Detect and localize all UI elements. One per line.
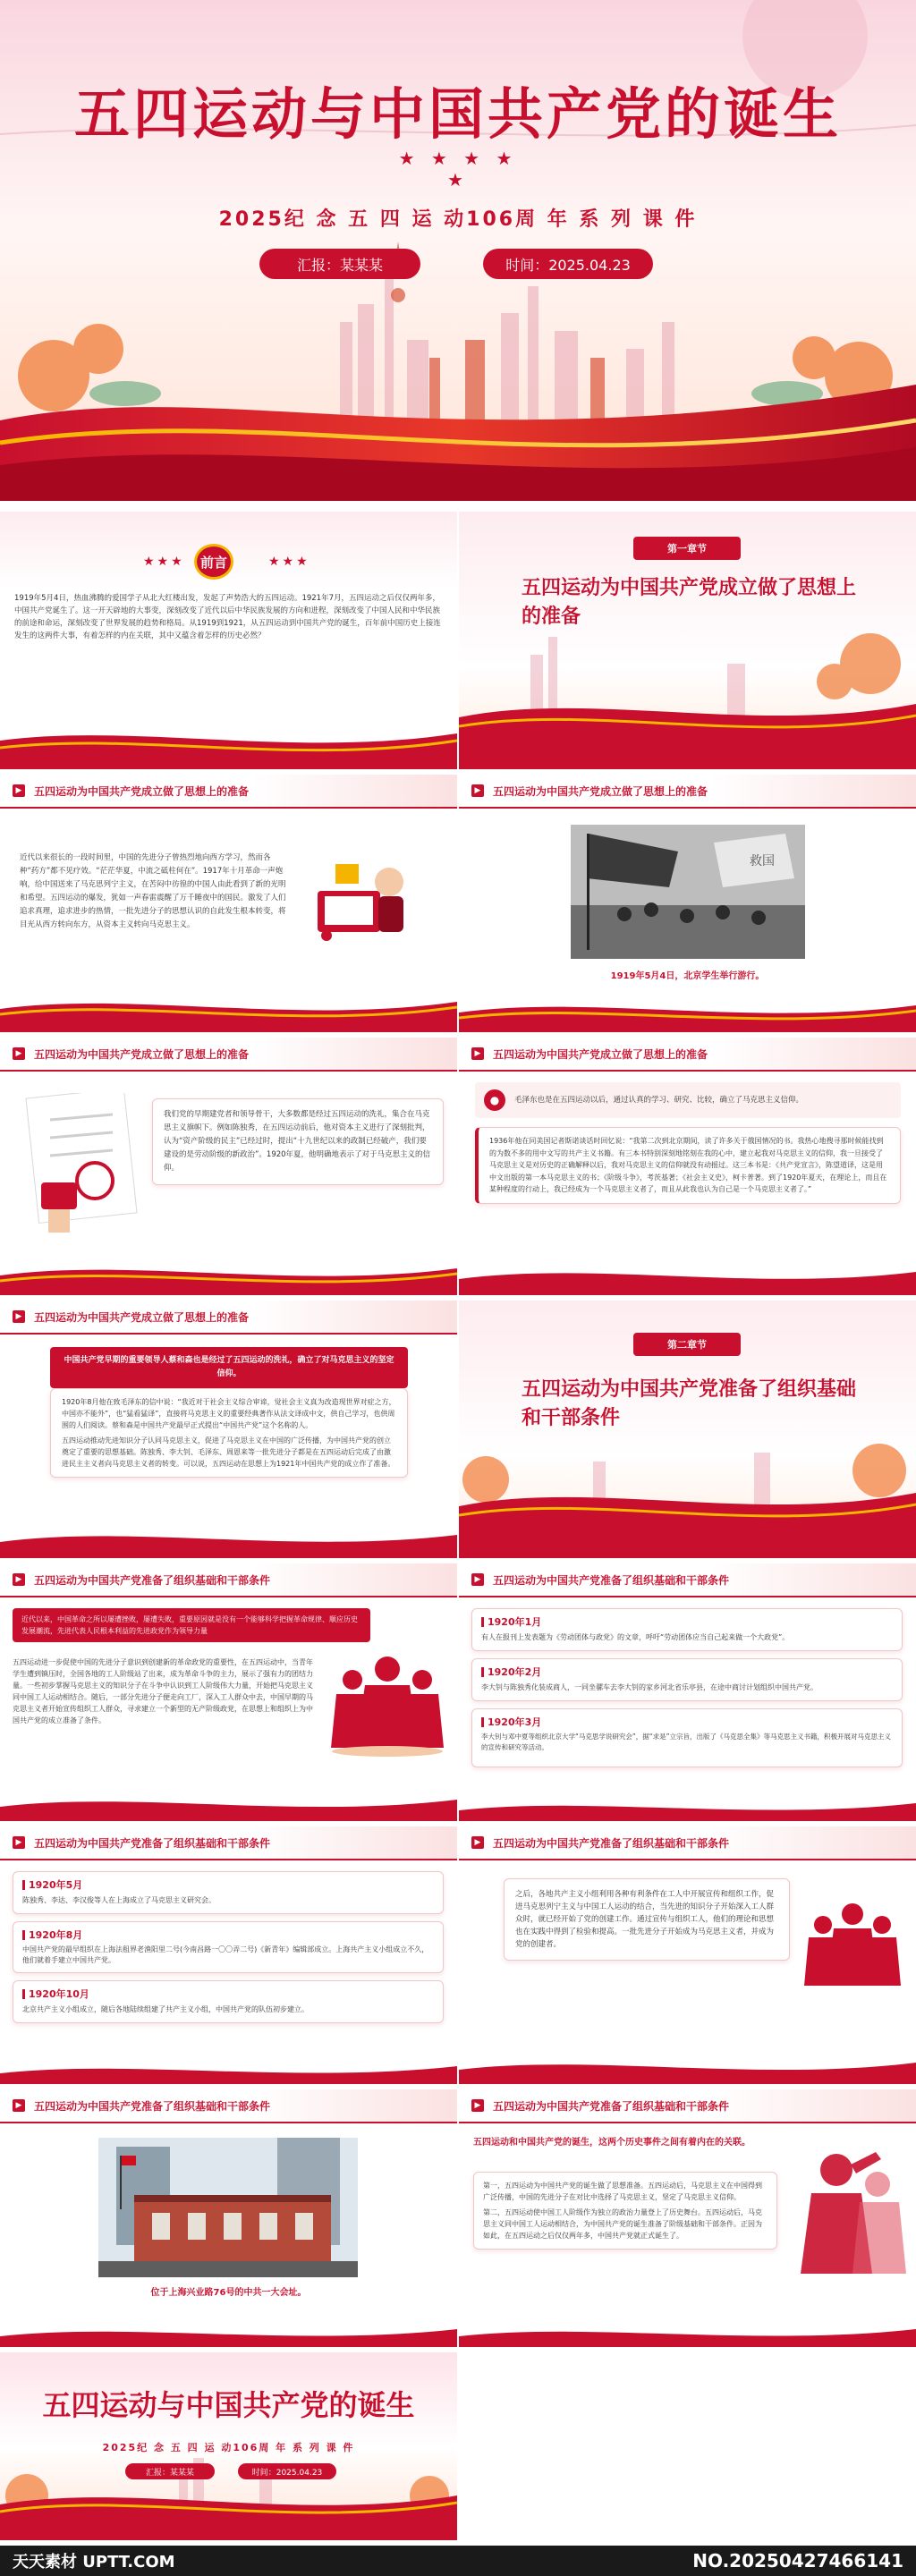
- slide-mao-zedong: [459, 1038, 916, 1295]
- slide-header: [0, 1301, 457, 1335]
- header-icon: ▶: [471, 1836, 484, 1849]
- preface-badge: 前言: [194, 544, 233, 580]
- chapter1-slide: [459, 512, 916, 769]
- header-title: 五四运动为中国共产党准备了组织基础和干部条件: [493, 1573, 730, 1587]
- footer-wave: [459, 1775, 916, 1821]
- cover-reporter: 汇报：某某某: [259, 249, 420, 279]
- study-illustration: [309, 846, 416, 945]
- quote-card: [475, 1127, 901, 1204]
- detail-paragraph-2: 五四运动推动先进知识分子认同马克思主义，促进了马克思主义在中国的广泛传播，为中国共产党的创立奠定了重要的思想基础。陈独秀、李大钊、毛泽东、周恩来等一批先进分子都是在五四运动后完成了由激进民主主义者向马克思主义者的转变。可以说，五四运动在思想上为1921年中国共产党的成立作了准备。: [62, 1436, 395, 1468]
- preface-slide: [0, 512, 457, 769]
- detail-card: [50, 1388, 408, 1478]
- end-cover-slide: [0, 2352, 457, 2540]
- conclusion-card: [473, 2172, 777, 2250]
- chapter1-badge: 第一章节: [633, 537, 741, 560]
- chapter2-slide: [459, 1301, 916, 1558]
- slide-timeline-early-1920: [459, 1563, 916, 1821]
- slide-header: [459, 1826, 916, 1860]
- slide-header: [0, 1038, 457, 1072]
- header-icon: ▶: [13, 1310, 25, 1323]
- slide-workers-movement: [459, 1826, 916, 2084]
- slide-photo-parade: [459, 775, 916, 1032]
- header-icon: ▶: [471, 1047, 484, 1060]
- footer-wave: [0, 1775, 457, 1821]
- slide-text: 近代以来很长的一段时间里，中国的先进分子曾热烈地向西方学习，然而各种“药方”都不见疗效。“茫茫华夏，中流之砥柱何在”。1917年十月革命一声炮响，给中国送来了马克思列宁主义，在苦闷中彷徨的中国人由此看到了新的光明和希望。五四运动的爆发，犹如一声春雷震醒了万千睡夜中的国民。激发了人们追求真理，追求进步的热情，一批先进分子的思想认识的自此发生根本转变，将目光从西方转向东方，从资本主义转向马克思主义。: [20, 853, 286, 929]
- highlight-banner: 近代以来，中国革命之所以屡遭挫败，屡遭失败，重要原因就是没有一个能够科学把握革命规律、顺应历史发展潮流，先进代表人民根本利益的先进政党作为领导力量: [13, 1608, 370, 1642]
- timeline-year: 1920年10月: [22, 1987, 434, 2001]
- photo-caption: 位于上海兴业路76号的中共一大会址。: [150, 2288, 307, 2298]
- slide-conclusion: [459, 2089, 916, 2347]
- footer-wave: [459, 1249, 916, 1295]
- header-icon: ▶: [471, 1573, 484, 1586]
- slide-party-founding-need: [0, 1563, 457, 1821]
- header-icon: ▶: [471, 2099, 484, 2112]
- header-title: 五四运动为中国共产党成立做了思想上的准备: [493, 784, 708, 798]
- header-title: 五四运动为中国共产党准备了组织基础和干部条件: [34, 1836, 271, 1850]
- salute-silhouette: [792, 2143, 908, 2277]
- timeline-year: 1920年3月: [481, 1715, 893, 1729]
- person-icon: ●: [484, 1089, 505, 1111]
- preface-text: 1919年5月4日，热血沸腾的爱国学子从北大红楼出发，发起了声势浩大的五四运动。1921年7月，五四运动之后仅仅两年多，中国共产党诞生了。这一开天辟地的大事变，深刻改变了近代以后中华民族发展的方向和进程，深刻改变了中国人民和中华民族的前途和命运，深刻改变了世界发展的趋势和格局。从1919到1921，从五四运动到中国共产党的诞生，百年前中国历史上接连发生的这两件大事，有着怎样的内在关联，其中又蕴含着怎样的历史必然？: [14, 594, 441, 640]
- photo-banner-text: 救国: [750, 854, 775, 869]
- timeline-item: [471, 1608, 903, 1651]
- cover-date: 时间：2025.04.23: [483, 249, 653, 279]
- slide-first-congress-site: [0, 2089, 457, 2347]
- preface-stars-left: ★★★: [143, 555, 185, 569]
- historic-photo: [571, 825, 805, 959]
- timeline-text: 北京共产主义小组成立，随后各地陆续组建了共产主义小组，中国共产党的队伍初步建立。: [22, 2005, 309, 2013]
- slide-thought-intro: [0, 775, 457, 1032]
- timeline-item: [471, 1658, 903, 1701]
- footer-wave: [0, 1249, 457, 1295]
- footer-wave: [459, 2038, 916, 2084]
- footer-wave: [0, 2301, 457, 2347]
- header-icon: ▶: [471, 784, 484, 797]
- detail-paragraph-1: 1920年8月他在致毛泽东的信中说：“我近对于社会主义综合审谛，觉社会主义真为改造现世界对症之方，中国亦不能外”，也“猛看猛译”，直接将马克思主义的重要经典著作从法文译成中文，供自己学习，也供周围的人们阅读。蔡和森是中国共产党最早正式提出“中国共产党”这个名称的人。: [62, 1398, 396, 1429]
- lead-row: [475, 1082, 901, 1118]
- chapter1-title: 五四运动为中国共产党成立做了思想上的准备: [522, 577, 857, 628]
- header-title: 五四运动为中国共产党成立做了思想上的准备: [34, 784, 250, 798]
- slide-header: [0, 1826, 457, 1860]
- header-title: 五四运动为中国共产党成立做了思想上的准备: [493, 1047, 708, 1061]
- end-cover-subtitle: 2025纪 念 五 四 运 动106周 年 系 列 课 件: [102, 2442, 355, 2453]
- header-title: 五四运动为中国共产党准备了组织基础和干部条件: [34, 2099, 271, 2113]
- workers-silhouette: [803, 1896, 902, 1995]
- congress-site-photo: [98, 2138, 358, 2277]
- cover-star-divider: ★ ★ ★ ★ ★: [398, 148, 518, 191]
- watermark-brand: 天天素材 UPTT.COM: [13, 2553, 175, 2572]
- highlight-banner: 中国共产党早期的重要领导人蔡和森也是经过了五四运动的洗礼，确立了对马克思主义的坚定信仰。: [50, 1347, 408, 1388]
- slide-header: [0, 1563, 457, 1597]
- watermark-bar: [0, 2546, 916, 2576]
- slide-timeline-late-1920: [0, 1826, 457, 2084]
- chapter2-badge: 第二章节: [633, 1333, 741, 1356]
- quote-card: [152, 1098, 444, 1185]
- header-icon: ▶: [13, 1836, 25, 1849]
- timeline-text: 李大钊与邓中夏等组织北京大学“马克思学说研究会”，据“求是”立宗旨，出版了《马克思全集》等马克思主义书籍，积极开展对马克思主义的宣传和研究等活动。: [481, 1733, 892, 1751]
- leaders-silhouette: [329, 1649, 445, 1757]
- header-title: 五四运动为中国共产党准备了组织基础和干部条件: [493, 1836, 730, 1850]
- quote-text: 我们党的早期建党者和领导骨干，大多数都是经过五四运动的洗礼，集合在马克思主义旗帜下。例如陈独秀，在五四运动前后，他对资本主义进行了深刻批判，认为“资产阶级的民主”已经过时，提出“十九世纪以来的政制已经破产，我们要建设的是劳动阶级的新政治”。1920年夏，他明确地表示了对于马克思主义的信仰。: [164, 1110, 431, 1173]
- timeline-item: [471, 1708, 903, 1767]
- cover-title: 五四运动与中国共产党的诞生: [73, 81, 842, 147]
- timeline-year: 1920年1月: [481, 1614, 893, 1629]
- slide-text: 五四运动进一步促使中国的先进分子意识到创建新的革命政党的重要性，在五四运动中，当青年学生遭到镇压时，全国各地的工人阶级站了出来，成为革命斗争的主力，展示了强有力的团结力量。一些初步掌握马克思主义的知识分子在斗争中认识到工人阶级伟大力量，开始把马克思主义同中国工人运动相结合。随后，一部分先进分子便走向工厂，深入工人群众中去，中国早期的马克思主义者开始宣传组织工人群众，寻求建立一个新型的无产阶级政党，在思想上和组织上为中国共产党的成立准备了条件。: [13, 1658, 313, 1724]
- header-icon: ▶: [13, 784, 25, 797]
- slide-chen-duxiu: [0, 1038, 457, 1295]
- footer-wave: [0, 2038, 457, 2084]
- conclusion-point-2: 第二，五四运动使中国工人阶级作为独立的政治力量登上了历史舞台。五四运动后，马克思主义同中国工人运动相结合，为中国共产党的诞生准备了阶级基础和干部条件。正因为如此，在五四运动之后仅仅两年多，中国共产党就正式诞生了。: [483, 2208, 762, 2240]
- timeline-year: 1920年8月: [22, 1928, 434, 1942]
- slide-text: 之后，各地共产主义小组利用各种有利条件在工人中开展宣传和组织工作，促进马克思列宁主义与中国工人运动的结合，当先进的知识分子开始深入工人群众时，就已经开始了党的创建工作。通过宣传与组织工人，他们的理论和思想也在实践中得到了检验和提高。一批先进分子开始成为马克思主义者，并成为党的创建者。: [515, 1890, 775, 1949]
- footer-wave: [0, 1512, 457, 1558]
- timeline-item: [13, 1921, 444, 1973]
- preface-stars-right: ★★★: [268, 555, 310, 569]
- text-card: [504, 1878, 790, 1961]
- end-cover-reporter: 汇报：某某某: [125, 2463, 215, 2479]
- lead-text: 毛泽东也是在五四运动以后，通过认真的学习、研究、比较，确立了马克思主义信仰。: [514, 1095, 804, 1105]
- cover-subtitle: 2025纪 念 五 四 运 动106周 年 系 列 课 件: [218, 208, 698, 231]
- slide-header: [459, 775, 916, 809]
- timeline-year: 1920年2月: [481, 1665, 893, 1679]
- slide-header: [0, 775, 457, 809]
- document-stamp-illustration: [23, 1093, 148, 1236]
- watermark-number: NO.20250427466141: [692, 2550, 903, 2572]
- header-title: 五四运动为中国共产党成立做了思想上的准备: [34, 1310, 250, 1324]
- slide-header: [459, 1038, 916, 1072]
- slide-header: [459, 2089, 916, 2123]
- conclusion-point-1: 第一，五四运动为中国共产党的诞生做了思想准备。五四运动后，马克思主义在中国得到广泛传播，中国的先进分子在对比中选择了马克思主义，坚定了马克思主义信仰。: [483, 2182, 762, 2201]
- conclusion-lead: 五四运动和中国共产党的诞生，这两个历史事件之间有着内在的关联。: [473, 2138, 751, 2148]
- header-title: 五四运动为中国共产党准备了组织基础和干部条件: [34, 1573, 271, 1587]
- footer-wave: [459, 986, 916, 1032]
- timeline-text: 李大钊与陈独秀化装成商人，一同坐骡车去李大钊的家乡河北省乐亭县，在途中商讨计划组织中国共产党。: [481, 1683, 818, 1691]
- timeline-item: [13, 1871, 444, 1914]
- slide-cai-hesen: [0, 1301, 457, 1558]
- timeline-text: 有人在报刊上发表题为《劳动团体与政党》的文章，呼吁“劳动团体应当自己起来做一个大政党”。: [481, 1633, 790, 1641]
- timeline-text: 陈独秀、李达、李汉俊等人在上海成立了马克思主义研究会。: [22, 1896, 216, 1904]
- header-icon: ▶: [13, 2099, 25, 2112]
- footer-wave: [0, 723, 457, 769]
- end-cover-title: 五四运动与中国共产党的诞生: [42, 2388, 415, 2422]
- end-cover-date: 时间：2025.04.23: [238, 2463, 336, 2479]
- footer-wave: [459, 2301, 916, 2347]
- header-title: 五四运动为中国共产党成立做了思想上的准备: [34, 1047, 250, 1061]
- header-icon: ▶: [13, 1047, 25, 1060]
- cover-slide: [0, 0, 916, 501]
- slide-header: [459, 1563, 916, 1597]
- timeline-year: 1920年5月: [22, 1877, 434, 1892]
- slide-header: [0, 2089, 457, 2123]
- timeline-text: 中国共产党的最早组织在上海法租界老渔阳里二号(今南昌路一〇〇弄二号)《新青年》编辑部成立。上海共产主义小组成立不久，他们就着手建立中国共产党。: [22, 1945, 429, 1964]
- quote-text: 1936年他在同美国记者斯诺谈话时回忆说：“我第二次到北京期间，读了许多关于俄国情况的书。我热心地搜寻那时候能找到的为数不多的用中文写的共产主义书籍。有三本书特别深刻地铭刻在我的心中，建立起我对马克思主义的信仰，我一旦接受了马克思主义是对历史的正确解释以后，我对马克思主义的信仰就没有动摇过。这三本书是：《共产党宣言》，陈望道译，这是用中文出版的第一本马克思主义的书；《阶级斗争》，考茨基著；《社会主义史》，柯卡普著。到了1920年夏天，在理论上，而且在某种程度的行动上，我已经成为一个马克思主义者了，而且从此我也认为自己是一个马克思主义者了。”: [489, 1137, 887, 1193]
- header-icon: ▶: [13, 1573, 25, 1586]
- photo-caption: 1919年5月4日，北京学生举行游行。: [610, 971, 765, 981]
- header-title: 五四运动为中国共产党准备了组织基础和干部条件: [493, 2099, 730, 2113]
- chapter2-title: 五四运动为中国共产党准备了组织基础和干部条件: [522, 1378, 857, 1429]
- footer-wave: [0, 986, 457, 1032]
- timeline-item: [13, 1980, 444, 2023]
